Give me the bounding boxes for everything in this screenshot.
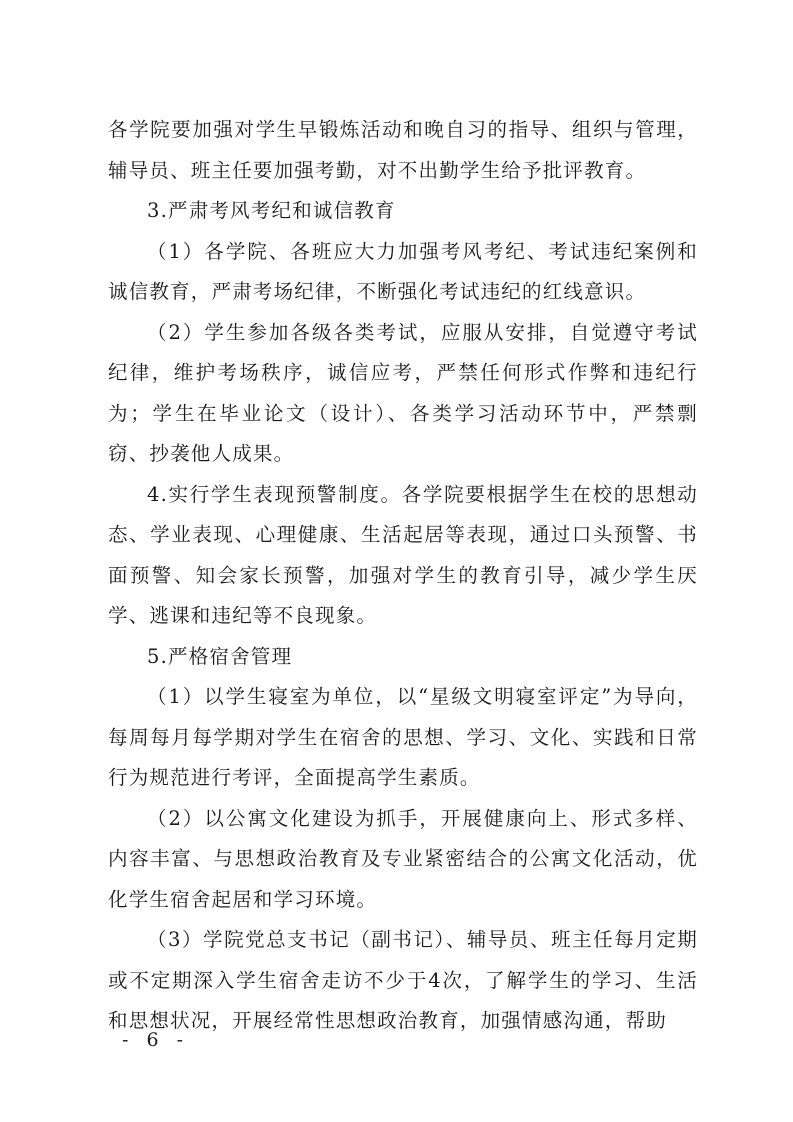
paragraph-5-2: （2）以公寓文化建设为抓手，开展健康向上、形式多样、内容丰富、与思想政治教育及专业紧密结合的公寓文化活动，优化学生宿舍起居和学习环境。: [108, 806, 698, 911]
section-heading-5: 5.严格宿舍管理: [147, 644, 293, 668]
section-heading-3: 3.严肃考风考纪和诚信教育: [147, 199, 396, 222]
page-number: - 6 -: [122, 1029, 190, 1051]
paragraph-5-1: （1）以学生寝室为单位，以“星级文明寝室评定”为导向，每周每月每学期对学生在宿舍的思想、学习、文化、实践和日常行为规范进行考评，全面提高学生素质。: [108, 685, 698, 789]
paragraph-5-3: （3）学院党总支书记（副书记）、辅导员、班主任每月定期或不定期深入学生宿舍走访不少于4次，了解学生的学习、生活和思想状况，开展经常性思想政治教育，加强情感沟通，帮助: [108, 928, 698, 1032]
paragraph-3-1: （1）各学院、各班应大力加强考风考纪、考试违纪案例和诚信教育，严肃考场纪律，不断强化考试违纪的红线意识。: [108, 239, 698, 303]
paragraph-3-2: （2）学生参加各级各类考试，应服从安排，自觉遵守考试纪律，维护考场秩序，诚信应考，严禁任何形式作弊和违纪行为；学生在毕业论文（设计）、各类学习活动环节中，严禁剽窃、抄袭他人成果。: [108, 320, 698, 465]
document-body: [108, 110, 698, 1042]
paragraph-4: 4.实行学生表现预警制度。各学院要根据学生在校的思想动态、学业表现、心理健康、生活起居等表现，通过口头预警、书面预警、知会家长预警，加强对学生的教育引导，减少学生厌学、逃课和违纪等不良现象。: [108, 482, 698, 627]
paragraph-continuation: 各学院要加强对学生早锻炼活动和晚自习的指导、组织与管理，辅导员、班主任要加强考勤，对不出勤学生给予批评教育。: [108, 118, 698, 182]
